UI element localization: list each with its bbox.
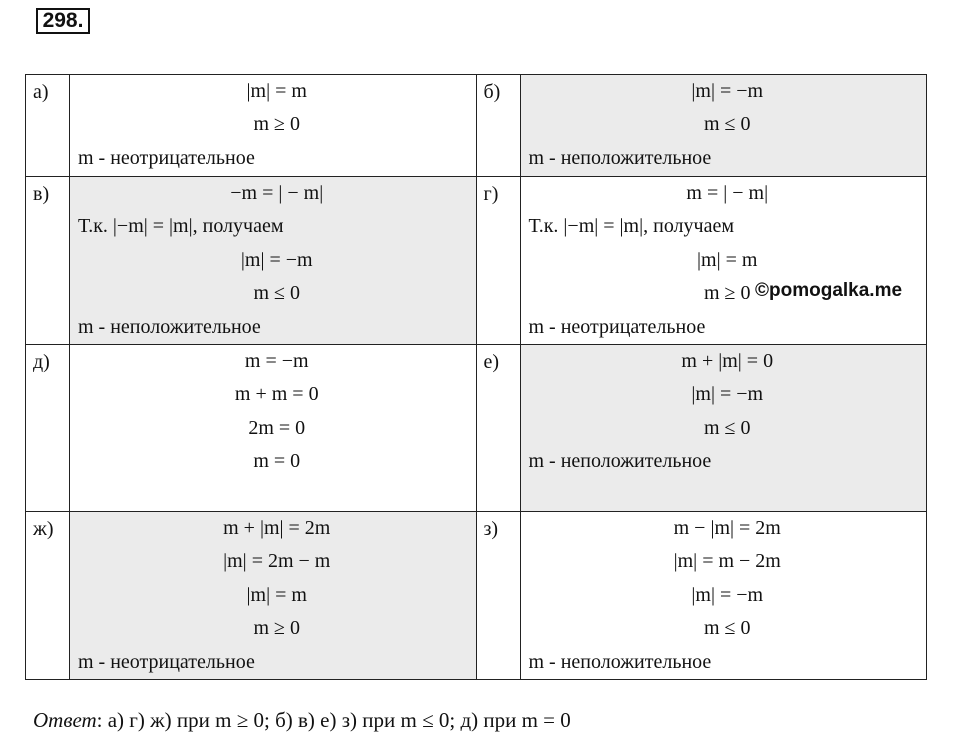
math-line: m - неположительное xyxy=(528,146,712,169)
cell-v xyxy=(70,177,477,345)
table-row xyxy=(26,344,927,511)
math-line: m ≤ 0 xyxy=(253,282,301,305)
math-line: |m| = m xyxy=(246,583,307,606)
problem-number: 298. xyxy=(36,8,90,34)
part-label: ж) xyxy=(26,511,70,679)
math-line: m ≥ 0 xyxy=(703,282,751,305)
part-label: з) xyxy=(476,511,520,679)
watermark: ©pomogalka.me xyxy=(755,280,903,301)
part-label: а) xyxy=(26,75,70,177)
math-line: m = 0 xyxy=(253,450,301,473)
math-line: m ≤ 0 xyxy=(703,617,751,640)
math-line: |m| = −m xyxy=(240,248,313,271)
math-line: m = | − m| xyxy=(686,182,769,204)
cell-z xyxy=(520,511,927,679)
solution-table xyxy=(25,74,927,680)
math-line: Т.к. |−m| = |m|, получаем xyxy=(78,215,284,238)
table-row xyxy=(26,75,927,177)
math-line: |m| = −m xyxy=(691,583,764,606)
part-label: д) xyxy=(26,344,70,511)
answer-label: Ответ xyxy=(33,708,97,732)
math-line: |m| = m − 2m xyxy=(673,550,781,573)
part-label: б) xyxy=(476,75,520,177)
cell-b xyxy=(520,75,927,177)
math-line: m - неотрицательное xyxy=(78,650,255,673)
answer-line xyxy=(33,708,571,733)
table-row xyxy=(26,511,927,679)
cell-a xyxy=(70,75,477,177)
cell-zh xyxy=(70,511,477,679)
table-row xyxy=(26,177,927,345)
part-label: в) xyxy=(26,177,70,345)
math-line: |m| = m xyxy=(246,80,307,102)
part-label: г) xyxy=(476,177,520,345)
math-line: −m = | − m| xyxy=(230,182,324,204)
math-line: |m| = m xyxy=(697,248,758,271)
math-line: 2m = 0 xyxy=(248,416,306,439)
part-label: е) xyxy=(476,344,520,511)
math-line: m + m = 0 xyxy=(234,383,319,406)
math-line: m ≤ 0 xyxy=(703,113,751,136)
math-line: m − |m| = 2m xyxy=(673,516,781,539)
math-line: m - неположительное xyxy=(528,650,712,673)
cell-e xyxy=(520,344,927,511)
cell-g xyxy=(520,177,927,345)
math-line: |m| = −m xyxy=(691,80,764,102)
math-line: m - неположительное xyxy=(78,315,261,338)
math-line: m = −m xyxy=(244,349,309,372)
math-line: |m| = −m xyxy=(691,383,764,406)
cell-d xyxy=(70,344,477,511)
math-line: Т.к. |−m| = |m|, получаем xyxy=(528,215,735,238)
math-line: m - неотрицательное xyxy=(528,315,706,338)
math-line: m - неотрицательное xyxy=(78,146,255,169)
math-line: m ≤ 0 xyxy=(703,416,751,439)
math-line: m ≥ 0 xyxy=(253,113,301,136)
math-line: m ≥ 0 xyxy=(253,617,301,640)
math-line: |m| = 2m − m xyxy=(223,550,331,573)
math-line: m - неположительное xyxy=(528,450,712,473)
math-line: m + |m| = 0 xyxy=(681,349,774,372)
answer-text: : а) г) ж) при m ≥ 0; б) в) е) з) при m ≤ 0; д) при m = 0 xyxy=(96,708,571,732)
math-line: m + |m| = 2m xyxy=(223,516,331,539)
